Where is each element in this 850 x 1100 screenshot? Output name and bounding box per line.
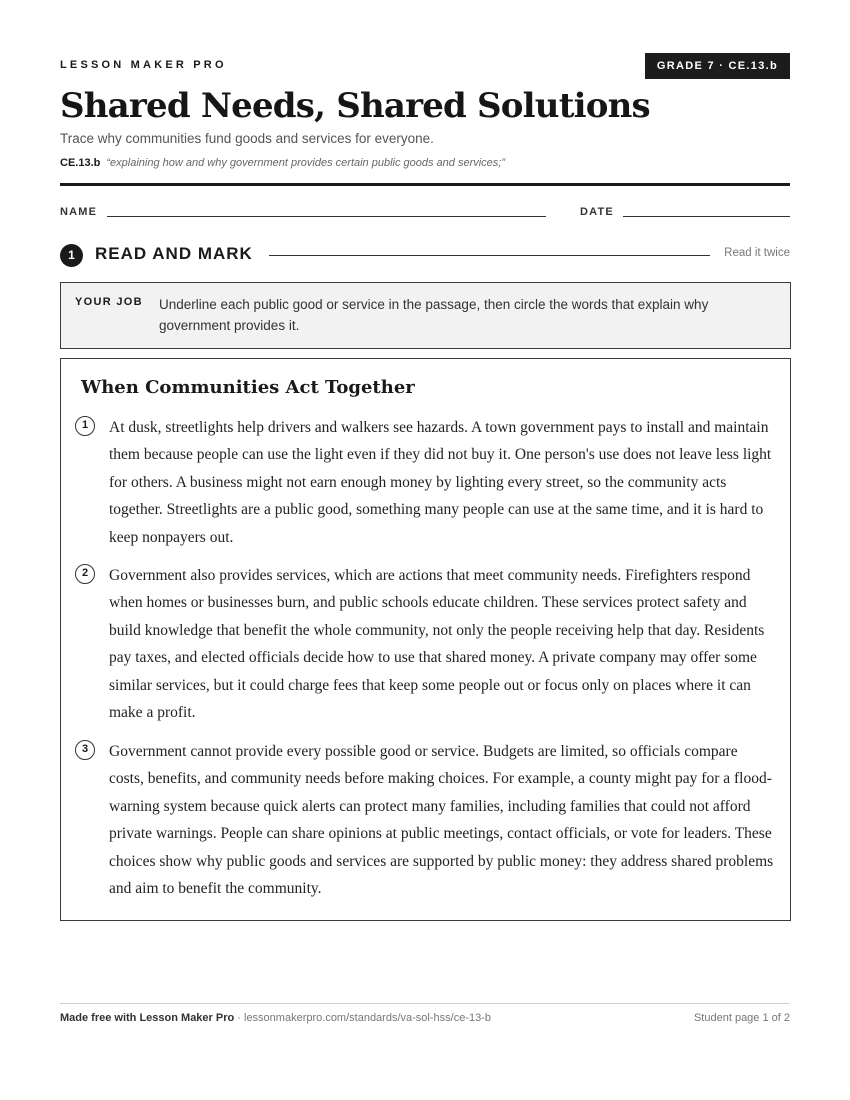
grade-standard-badge: GRADE 7 · CE.13.b: [645, 53, 790, 79]
paragraph-text: At dusk, streetlights help drivers and walkers see hazards. A town government pays to install and maintain them because people can use the light even if they did not buy it. One person's use does not leave less light for others. A business might not earn enough money by lighting every street, so the community acts together. Streetlights are a public good, something many people can use at the same time, and it is hard to keep nonpayers out.: [109, 419, 772, 546]
date-label: DATE: [580, 206, 614, 218]
section-header: [60, 243, 790, 267]
standard-description: “explaining how and why government provides certain public goods and services;”: [106, 157, 506, 169]
brand-name: LESSON MAKER PRO: [60, 59, 227, 71]
footer-made-with: Made free with Lesson Maker Pro: [60, 1012, 235, 1024]
name-label: NAME: [60, 206, 98, 218]
footer-divider: [60, 1003, 790, 1004]
footer-page-number: Student page 1 of 2: [693, 1012, 790, 1024]
section-title: READ AND MARK: [95, 244, 253, 263]
header-divider: [60, 183, 790, 186]
instructions-text: Underline each public good or service in the passage, then circle the words that explain why government provides it.: [159, 297, 709, 333]
section-number-badge: 1: [60, 244, 83, 267]
instructions-box: [60, 282, 791, 349]
standard-code: CE.13.b: [60, 157, 101, 169]
footer-url[interactable]: lessonmakerpro.com/standards/va-sol-hss/ce-13-b: [244, 1012, 491, 1024]
reading-passage: [60, 358, 791, 921]
name-field[interactable]: [107, 216, 546, 217]
paragraph-number-badge: 2: [75, 564, 95, 584]
paragraph-number-badge: 1: [75, 416, 95, 436]
section-divider: [269, 255, 710, 256]
section-note: Read it twice: [724, 247, 790, 259]
top-bar: [60, 53, 790, 79]
passage-title: When Communities Act Together: [81, 377, 415, 398]
paragraph-text: Government also provides services, which are actions that meet community needs. Firefighters respond when homes or businesses burn, and public schools educate children. These services protect safety and build knowledge that benefit the whole community, not only the people receiving help that day. Residents pay taxes, and elected officials decide how to use that shared money. A private company may offer some similar services, but it could charge fees that keep some people out or focus only on places where it can make a profit.: [109, 567, 765, 722]
footer-credit: [60, 1012, 491, 1024]
footer-separator: ·: [234, 1012, 244, 1024]
date-field[interactable]: [623, 216, 790, 217]
standard-line: [60, 157, 505, 169]
paragraph-number-badge: 3: [75, 740, 95, 760]
instructions-label: YOUR JOB: [75, 296, 143, 308]
paragraph-text: Government cannot provide every possible good or service. Budgets are limited, so officials compare costs, benefits, and community needs before making choices. For example, a county might pay for a flood-warning system because quick alerts can protect many families, including families that could not afford private warnings. People can share opinions at public meetings, contact officials, or vote for leaders. These choices show why public goods and services are supported by public money: they address shared problems and aim to benefit the community.: [109, 743, 774, 898]
worksheet-subtitle: Trace why communities fund goods and services for everyone.: [60, 131, 434, 146]
worksheet-title: Shared Needs, Shared Solutions: [60, 86, 650, 126]
